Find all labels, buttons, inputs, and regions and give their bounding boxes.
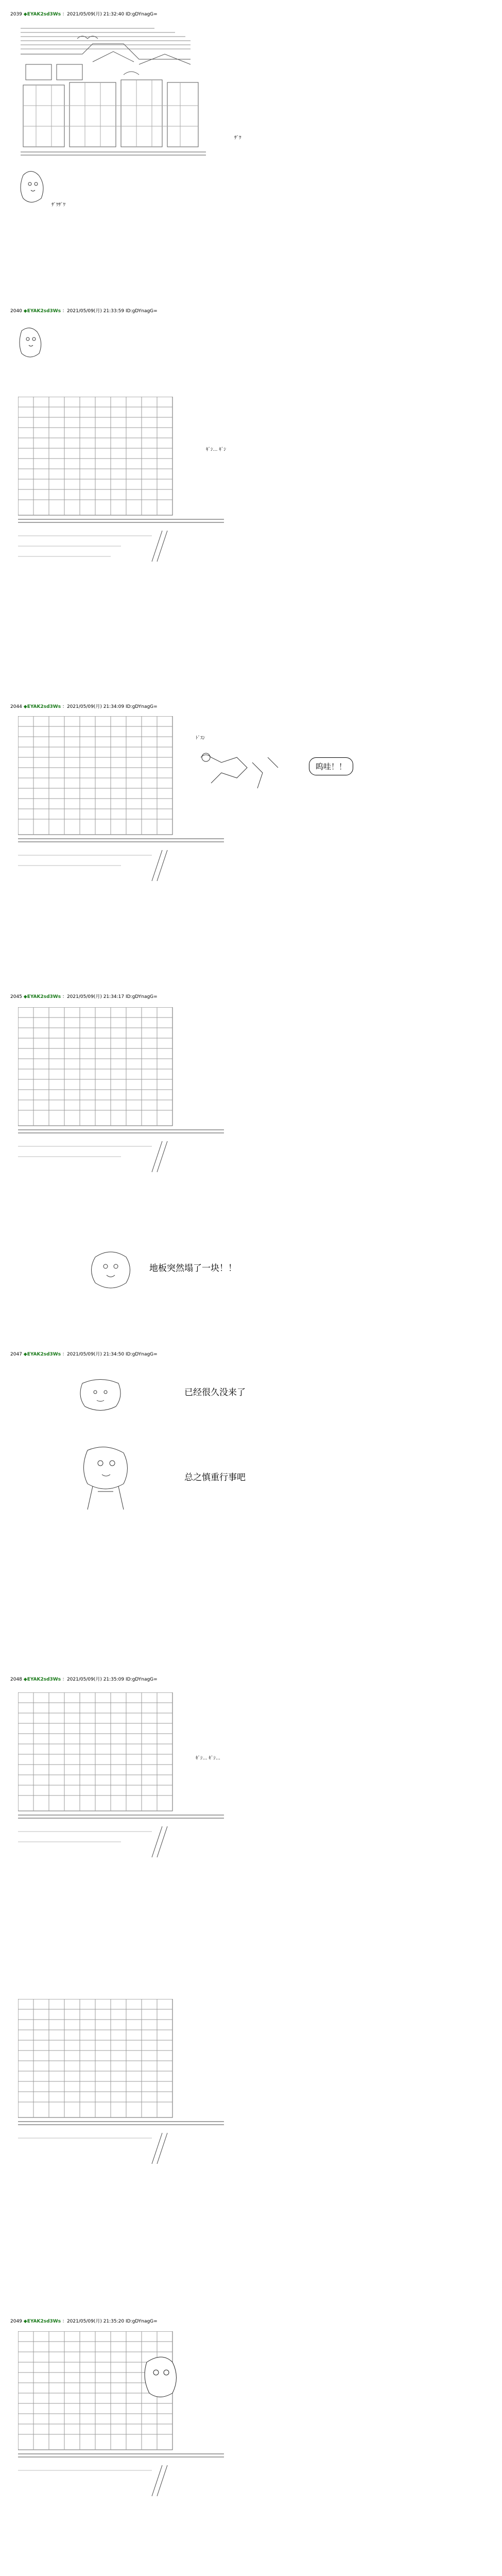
shelf-ascii-art <box>18 1692 286 1862</box>
poster-name[interactable]: ◆EYAK2sd3Ws <box>23 704 61 709</box>
character-ascii-art <box>72 1443 139 1515</box>
character-ascii-art <box>72 1376 129 1417</box>
poster-name[interactable]: ◆EYAK2sd3Ws <box>23 1352 61 1357</box>
shelf-ascii-art <box>18 1007 286 1177</box>
sfx-text: ｻﾞﾜ <box>234 135 241 141</box>
post-meta: ：2021/05/09(月) 21:33:59 ID:gDYnagG= <box>62 309 158 314</box>
post-header <box>10 1676 158 1683</box>
shelf-ascii-art <box>18 2331 286 2501</box>
poster-name[interactable]: ◆EYAK2sd3Ws <box>23 994 61 999</box>
sfx-text: ｷﾞｼ… ｷﾞｼ <box>206 447 226 452</box>
post-number: 2049 <box>10 2319 22 2324</box>
poster-name[interactable]: ◆EYAK2sd3Ws <box>23 2319 61 2324</box>
narration-caption: 总之慎重行事吧 <box>184 1472 246 1483</box>
post-number: 2047 <box>10 1352 22 1357</box>
narration-caption: 已经很久没来了 <box>184 1387 246 1398</box>
speech-bubble <box>309 757 353 775</box>
post-header <box>10 308 158 314</box>
post-meta: ：2021/05/09(月) 21:34:17 ID:gDYnagG= <box>62 994 158 999</box>
character-ascii-art <box>85 1247 136 1293</box>
post-number: 2048 <box>10 1677 22 1682</box>
post-meta: ：2021/05/09(月) 21:35:09 ID:gDYnagG= <box>62 1677 158 1682</box>
town-ascii-art <box>21 23 288 209</box>
speech-text: 呜哇！！ <box>316 762 347 771</box>
sfx-text: ｻﾞﾜｻﾞﾜ <box>51 202 66 208</box>
post-meta: ：2021/05/09(月) 21:35:20 ID:gDYnagG= <box>62 2319 158 2324</box>
sfx-text: ﾄﾞｽﾝ <box>196 736 205 741</box>
poster-name[interactable]: ◆EYAK2sd3Ws <box>23 1677 61 1682</box>
post-meta: ：2021/05/09(月) 21:34:50 ID:gDYnagG= <box>62 1352 158 1357</box>
post-header <box>10 994 158 1000</box>
post-number: 2044 <box>10 704 22 709</box>
poster-name[interactable]: ◆EYAK2sd3Ws <box>23 309 61 314</box>
post-number: 2039 <box>10 12 22 17</box>
poster-name[interactable]: ◆EYAK2sd3Ws <box>23 12 61 17</box>
narration-caption: 地板突然塌了一块！！ <box>149 1263 237 1274</box>
sfx-text: ｷﾞｼ… ｷﾞｼ… <box>196 1756 220 1761</box>
mascot-ascii-art <box>15 325 51 363</box>
post-meta: ：2021/05/09(月) 21:34:09 ID:gDYnagG= <box>62 704 158 709</box>
shelf-ascii-art <box>18 397 286 567</box>
post-number: 2040 <box>10 309 22 314</box>
post-number: 2045 <box>10 994 22 999</box>
mascot-ascii-art <box>15 167 57 209</box>
post-meta: ：2021/05/09(月) 21:32:40 ID:gDYnagG= <box>62 12 158 17</box>
post-header <box>10 2318 158 2325</box>
falling-figure-ascii-art <box>191 742 293 799</box>
shelf-ascii-art <box>18 1999 286 2169</box>
post-header <box>10 11 158 18</box>
post-header <box>10 1351 158 1358</box>
post-header <box>10 704 158 710</box>
